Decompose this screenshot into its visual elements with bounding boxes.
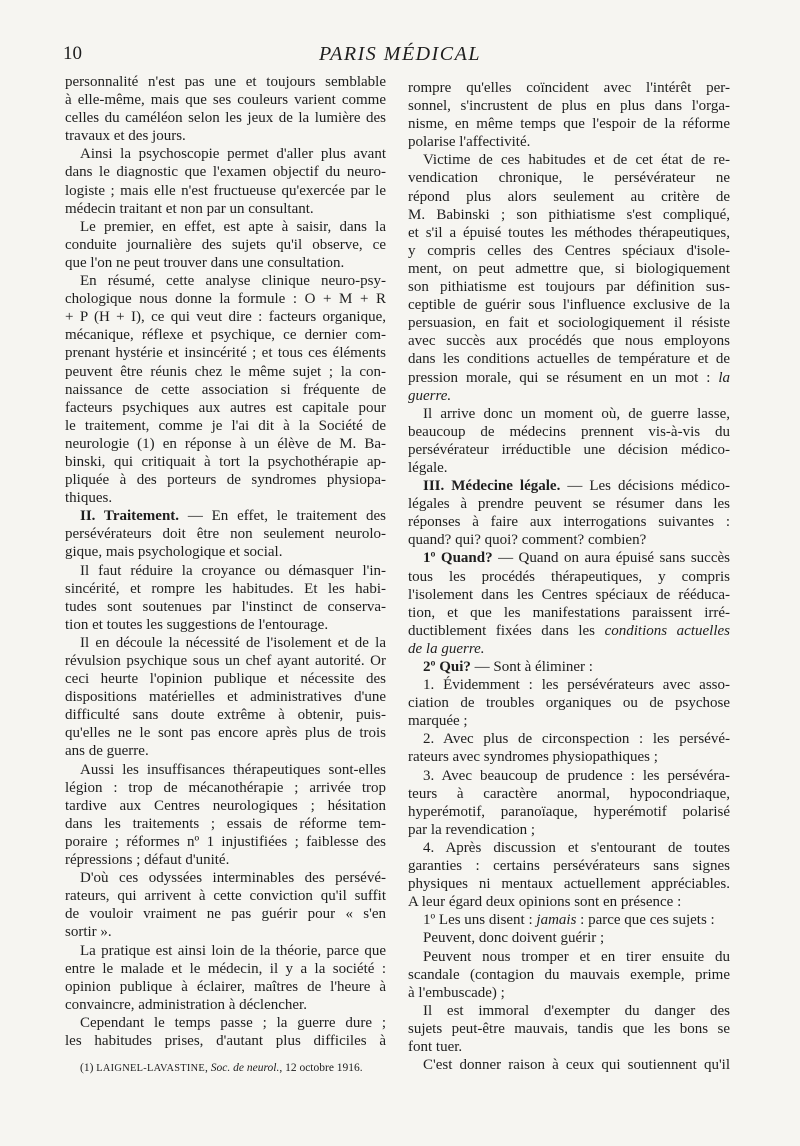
- text-line: Peuvent, donc doivent guérir ;: [423, 930, 605, 947]
- text-line: dispositions matérielles et administratives d'une: [65, 689, 386, 706]
- text-line: Il est immoral d'exempter du danger des: [423, 1002, 730, 1019]
- text-line: convaincre, administration à déclencher.: [65, 996, 307, 1013]
- footnote-author: LAIGNEL-LAVASTINE: [96, 1063, 206, 1074]
- text-line: difficulté sans doute extrême à obtenir, puis-: [65, 707, 386, 724]
- footnote-date: , 12 octobre 1916.: [279, 1062, 363, 1074]
- text-line: persévérateur irréductible une décision médico-: [408, 441, 730, 458]
- paragraph: [408, 839, 730, 911]
- text-line: l'isolement dans les Centres spéciaux de rééduca-: [408, 586, 730, 603]
- bold-heading: 2º Qui?: [423, 659, 471, 675]
- text-span: — Quand on aura épuisé sans succès: [492, 550, 730, 567]
- text-line: révulsion psychique sous un chef ayant autorité. Or: [65, 653, 386, 669]
- text-line: de vouloir vraiment ne pas guérir pour « s'en: [65, 906, 386, 923]
- text-line: Il en découle la nécessité de l'isolement et de la: [80, 634, 386, 651]
- text-line: Il faut réduire la croyance ou démasquer l'in-: [80, 562, 386, 579]
- paragraph: [408, 151, 730, 404]
- text-line: légales à prendre peuvent se résumer dans les: [408, 496, 730, 513]
- text-line: à elle-même, mais que ses couleurs varient comme: [65, 92, 386, 109]
- paragraph: [65, 1014, 386, 1050]
- paragraph: [65, 562, 386, 634]
- page-number: 10: [63, 43, 82, 64]
- text-line: travaux et des jours.: [65, 128, 186, 145]
- text-line: réponses à faire aux interrogations suivantes :: [408, 514, 730, 531]
- text-line: répond plus alors seulement au critère de: [408, 188, 730, 205]
- text-line: En résumé, cette analyse clinique neuro-psy-: [80, 273, 386, 290]
- text-line: opinion publique à éclairer, maîtres de l'heure à: [65, 978, 386, 995]
- text-line: hyperémotif, paranoïaque, hyperémotif polarisé: [408, 803, 730, 820]
- text-line: ceptible de guérir sous l'influence exclusive de la: [408, 297, 730, 314]
- text-line: conduite journalière des sujets qu'il observe, ce: [65, 236, 386, 253]
- text-line: dans les conditions actuelles de température et de: [408, 351, 730, 368]
- paragraph: [408, 477, 730, 549]
- text-line: Aussi les insuffisances thérapeutiques sont-elles: [80, 761, 386, 778]
- text-line: Ainsi la psychoscopie permet d'aller plus avant: [80, 146, 386, 163]
- text-line: teurs à caractère anormal, hypocondriaque,: [408, 785, 730, 802]
- paragraph: [408, 1002, 730, 1056]
- paragraph: [65, 73, 386, 145]
- text-line: C'est donner raison à ceux qui soutiennent qu'il: [423, 1057, 730, 1074]
- text-line: sonnel, s'incrustent de plus en plus dans l'orga-: [408, 98, 730, 115]
- text-line: que l'on ne peut trouver dans une consultation.: [65, 254, 345, 271]
- left-column: [65, 73, 386, 1050]
- text-line: poraire ; réformes nº 1 injustifiées ; faiblesse des: [65, 833, 386, 850]
- text-line: rompre qu'elles coïncident avec l'intérêt per-: [408, 80, 730, 96]
- text-line: ciation de troubles organiques ou de psychose: [408, 695, 730, 712]
- text-line: [408, 622, 730, 640]
- text-line: facteurs psychiques aux autres est capitale pour: [65, 399, 386, 416]
- text-line: personnalité n'est pas une et toujours semblable: [65, 74, 386, 90]
- text-line: A leur égard deux opinions sont en présence :: [408, 894, 682, 911]
- paragraph: [65, 145, 386, 217]
- text-line: + P (H + I), ce qui veut dire : facteurs organique,: [65, 309, 386, 326]
- text-line: [408, 477, 730, 495]
- text-span: : parce que ces sujets :: [576, 912, 715, 929]
- italic-text: guerre.: [408, 387, 452, 404]
- text-line: tous les procédés thérapeutiques, y compris: [408, 568, 730, 585]
- text-line: rateurs, qui arrivent à cette conviction qu'il suffit: [65, 888, 386, 905]
- text-line: La pratique est ainsi loin de la théorie, parce que: [80, 942, 386, 959]
- text-line: 2. Avec plus de circonspection : les persévé-: [423, 731, 730, 748]
- text-line: les habitudes prises, d'autant plus difficiles à: [65, 1032, 386, 1049]
- right-column: [408, 79, 730, 1074]
- text-line: légion : trop de mécanothérapie ; arrivée trop: [65, 779, 386, 796]
- paragraph: [408, 911, 730, 929]
- paragraph: [408, 79, 730, 151]
- text-line: 3. Avec beaucoup de prudence : les persévéra-: [423, 767, 730, 784]
- text-line: physiques ni mentaux actuellement appréciables.: [408, 876, 730, 893]
- paragraph: [408, 929, 730, 947]
- italic-text: conditions actuelles: [604, 622, 730, 639]
- paragraph: [65, 272, 386, 507]
- bold-heading: 1º Quand?: [423, 550, 493, 567]
- text-span: 1º Les uns disent :: [423, 912, 537, 929]
- journal-title: PARIS MÉDICAL: [319, 43, 481, 65]
- text-line: Il arrive donc un moment où, de guerre lasse,: [423, 405, 730, 422]
- footnote: [80, 1061, 386, 1076]
- text-line: M. Babinski ; son pithiatisme s'est compliqué,: [408, 206, 730, 223]
- footnote-marker: (1): [80, 1062, 97, 1074]
- text-line: peuvent être réunis chez le même sujet ; la con-: [65, 363, 386, 380]
- text-line: marquée ;: [408, 713, 468, 730]
- paragraph: [408, 730, 730, 766]
- text-line: quand? qui? quoi? comment? combien?: [408, 532, 647, 549]
- text-line: garanties : certains persévérateurs sans signes: [408, 858, 730, 875]
- text-line: son pithiatisme est toujours par définition sus-: [408, 279, 730, 296]
- text-line: chologique nous donne la formule : O + M + R: [65, 291, 386, 308]
- text-line: [408, 549, 730, 567]
- text-line: tion, et que les manifestations paraissent irré-: [408, 604, 730, 621]
- paragraph: [65, 507, 386, 561]
- text-line: binski, qui critiquait à tort la psychothérapie ap-: [65, 453, 386, 470]
- bold-heading: III. Médecine légale.: [423, 478, 561, 495]
- italic-text: de la guerre.: [408, 640, 485, 657]
- text-span: ,: [205, 1062, 211, 1074]
- text-span: pression morale, qui se résument en un mot :: [408, 369, 719, 386]
- text-line: [65, 507, 386, 525]
- text-line: y compris celles des Centres spéciaux d'isole-: [408, 242, 730, 259]
- italic-text: jamais: [536, 912, 577, 929]
- text-line: sincérité, et rompre les habitudes. Et les habi-: [65, 580, 386, 597]
- paragraph: [65, 218, 386, 272]
- text-line: avec succès aux procédés que nous employons: [408, 333, 730, 350]
- text-line: D'où ces odyssées interminables des persévé-: [80, 870, 386, 887]
- text-line: Victime de ces habitudes et de cet état de re-: [423, 152, 730, 169]
- text-line: médecin traitant et non par un consultant.: [65, 200, 314, 217]
- italic-text: la: [718, 369, 730, 386]
- text-line: entre le malade et le médecin, il y a la société :: [65, 960, 386, 977]
- text-span: ductiblement fixées dans les: [408, 622, 605, 639]
- text-line: 1. Évidemment : les persévérateurs avec asso-: [423, 677, 730, 694]
- text-span: — Les décisions médico-: [560, 478, 730, 495]
- text-span: — En effet, le traitement des: [179, 508, 387, 525]
- paragraph: [408, 676, 730, 730]
- text-line: beaucoup de médecins prennent vis-à-vis du: [408, 423, 730, 440]
- text-line: polarise l'affectivité.: [408, 134, 531, 151]
- text-line: [408, 387, 730, 405]
- text-line: tion et toutes les suggestions de l'entourage.: [65, 616, 329, 633]
- text-line: rateurs avec syndromes physiopathiques ;: [408, 749, 658, 766]
- text-line: Cependant le temps passe ; la guerre dure ;: [80, 1014, 386, 1031]
- paragraph: [408, 948, 730, 1002]
- paragraph: [65, 942, 386, 1014]
- text-line: scandale (contagion du mauvais exemple, prime: [408, 966, 730, 983]
- paragraph: [408, 767, 730, 839]
- text-line: neurologie (1) en réponse à un élève de M. Ba-: [65, 435, 386, 452]
- text-line: sujets peut-être mauvais, tandis que les bons se: [408, 1020, 730, 1037]
- text-line: Peuvent nous tromper et en tirer ensuite du: [423, 948, 730, 965]
- text-span: — Sont à éliminer :: [470, 659, 593, 675]
- text-line: ment, on peut admettre que, si biologiquement: [408, 260, 730, 277]
- text-line: nisme, en même temps que l'espoir de la réforme: [408, 116, 730, 133]
- text-line: par la revendication ;: [408, 821, 536, 838]
- text-line: celles du caméléon selon les jeux de la lumière des: [65, 110, 386, 127]
- text-line: dans les traitements ; essais de réforme tem-: [65, 815, 386, 832]
- paragraph: [65, 761, 386, 870]
- paragraph: [408, 405, 730, 477]
- text-line: Le premier, en effet, est apte à saisir, dans la: [80, 218, 386, 235]
- text-line: prenant hystérie et insincérité ; et tous ces éléments: [65, 345, 386, 362]
- text-line: gique, mais psychologique et social.: [65, 544, 283, 561]
- text-line: tudes sont soutenues par l'instinct de conserva-: [65, 598, 386, 615]
- text-line: tardive aux Centres neurologiques ; hésitation: [65, 797, 386, 814]
- text-line: sortir ».: [65, 924, 112, 941]
- text-line: le traitement, comme je l'ai dit à la Société de: [65, 417, 386, 434]
- paragraph: [65, 634, 386, 761]
- paragraph: [65, 869, 386, 941]
- text-line: ceci heurte l'opinion publique et nécessite des: [65, 671, 386, 688]
- text-line: 4. Après discussion et s'entourant de toutes: [423, 839, 730, 856]
- text-line: et s'il a épuisé toutes les méthodes thérapeutiques,: [408, 224, 730, 241]
- text-line: [408, 369, 730, 387]
- text-line: naissance de cette association si fréquente de: [65, 381, 386, 398]
- text-line: dans le diagnostic que l'examen objectif du neuro-: [65, 164, 386, 181]
- text-line: mécanique, réflexe et psychique, ce dernier com-: [65, 327, 386, 344]
- text-line: [408, 640, 730, 658]
- text-line: à l'embuscade) ;: [408, 984, 505, 1001]
- text-line: [408, 911, 730, 929]
- text-line: qu'elles ne le sont pas encore après plus de trois: [65, 725, 386, 742]
- paragraph: [408, 549, 730, 658]
- text-line: [408, 658, 730, 676]
- text-line: répressions ; défaut d'unité.: [65, 852, 230, 869]
- text-line: persuasion, en fait et sociologiquement il résiste: [408, 315, 730, 332]
- text-line: ans de guerre.: [65, 743, 149, 760]
- paragraph: [408, 1056, 730, 1074]
- text-line: font tuer.: [408, 1038, 463, 1055]
- text-line: logiste ; mais elle n'est fructueuse qu'exercée par le: [65, 182, 386, 199]
- text-line: légale.: [408, 459, 448, 476]
- text-line: thiques.: [65, 490, 113, 507]
- paragraph: [408, 658, 730, 676]
- footnote-source: Soc. de neurol.: [210, 1062, 280, 1074]
- text-line: vendication chronique, le persévérateur ne: [408, 170, 730, 187]
- bold-heading: II. Traitement.: [80, 508, 180, 525]
- text-line: persévérateurs doit être non seulement neurolo-: [65, 526, 386, 543]
- text-line: pliquée à des porteurs de syndromes physiopa-: [65, 472, 386, 489]
